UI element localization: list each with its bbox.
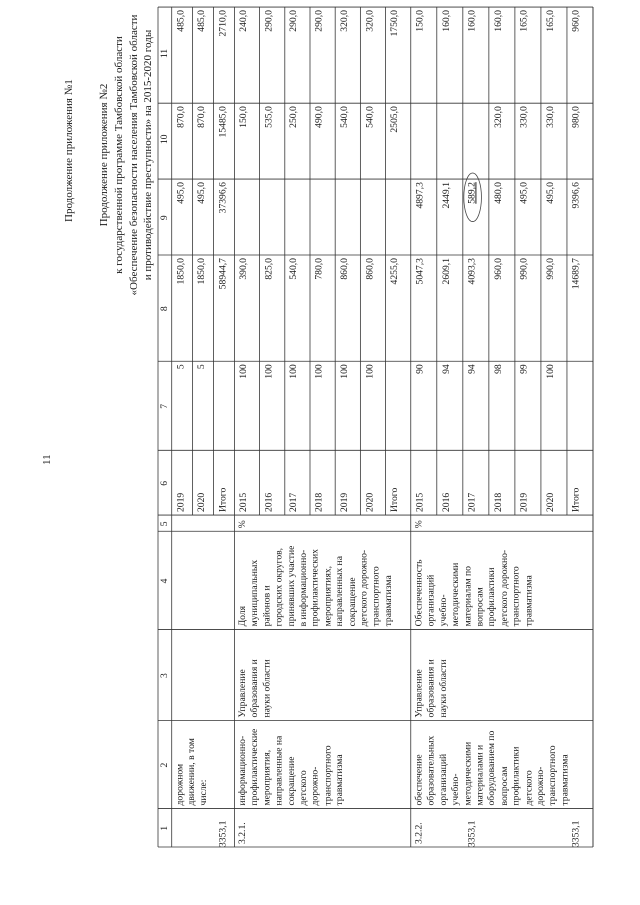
row-name-line: направленные на bbox=[274, 735, 285, 806]
row-name-line: обеспечение bbox=[414, 754, 425, 806]
total-funding: 2609,1 bbox=[441, 258, 452, 285]
regional-funding: 540,0 bbox=[365, 106, 376, 128]
local-funding: 290,0 bbox=[289, 10, 300, 32]
regional-funding: 980,0 bbox=[571, 106, 582, 128]
unit-label: % bbox=[238, 520, 249, 529]
total-funding: 4093,3 bbox=[467, 258, 478, 285]
row-name-line: организаций bbox=[438, 753, 449, 806]
indicator-line: сокращение bbox=[347, 577, 358, 627]
year-label: 2019 bbox=[519, 492, 530, 513]
year-label: 2020 bbox=[365, 492, 376, 513]
indicator-value: 100 bbox=[365, 364, 376, 379]
total-label: Итого bbox=[571, 487, 582, 513]
executor-line: науки области bbox=[262, 659, 273, 718]
indicator-line: детского дорожно- bbox=[499, 549, 510, 627]
federal-funding: 2449,1 bbox=[441, 182, 452, 209]
total-label: Итого bbox=[390, 487, 401, 513]
indicator-value: 98 bbox=[493, 364, 504, 374]
header-line: Продолжение приложения №2 bbox=[98, 83, 110, 227]
page-number: 11 bbox=[41, 454, 53, 465]
indicator-line: направленных на bbox=[335, 556, 346, 627]
column-number: 3 bbox=[159, 673, 170, 678]
indicator-value: 5 bbox=[197, 364, 208, 370]
regional-funding: 870,0 bbox=[176, 106, 187, 128]
indicator-line: вопросам bbox=[475, 587, 486, 627]
row-name-line: транспортного bbox=[323, 745, 334, 806]
row-name-line: транспортного bbox=[548, 745, 559, 806]
row-name-line: детского bbox=[524, 770, 534, 806]
federal-funding: 4897,3 bbox=[415, 182, 426, 209]
indicator-value: 94 bbox=[467, 364, 478, 374]
indicator-line: организаций bbox=[426, 574, 437, 627]
row-name-line: травматизма bbox=[560, 754, 571, 806]
row-name-line: дорожно- bbox=[311, 766, 322, 806]
local-funding: 320,0 bbox=[340, 10, 350, 32]
column-number: 5 bbox=[159, 521, 170, 527]
column-number: 1 bbox=[159, 826, 170, 831]
total-funding: 390,0 bbox=[239, 258, 250, 280]
year-label: 2018 bbox=[314, 492, 325, 513]
column-number: 7 bbox=[159, 403, 170, 409]
indicator-line: транспортного bbox=[511, 566, 522, 627]
column-number: 9 bbox=[159, 215, 170, 221]
local-funding: 165,0 bbox=[545, 10, 556, 32]
total-funding: 990,0 bbox=[545, 258, 556, 280]
regional-funding: 320,0 bbox=[493, 106, 504, 128]
year-label: 2016 bbox=[441, 492, 452, 513]
total-funding: 4255,0 bbox=[390, 258, 401, 285]
total-funding: 860,0 bbox=[340, 258, 350, 280]
executor-line: Управление bbox=[414, 669, 425, 718]
row-name-line: материалами и bbox=[475, 744, 486, 806]
federal-funding: 495,0 bbox=[197, 182, 208, 204]
row-name-line: сокращение bbox=[286, 756, 297, 806]
local-funding: 1750,0 bbox=[390, 10, 401, 37]
row-number: 3.2.1. bbox=[238, 822, 249, 844]
regional-funding: 490,0 bbox=[314, 106, 325, 128]
indicator-line: профилактических bbox=[311, 549, 322, 627]
indicator-line: в информационно- bbox=[299, 549, 309, 627]
indicator-value: 90 bbox=[415, 364, 426, 374]
indicator-line: Обеспеченность bbox=[414, 559, 425, 627]
row-name-line: движении, в том bbox=[187, 738, 198, 806]
indicator-value: 94 bbox=[441, 364, 452, 374]
indicator-value: 100 bbox=[264, 364, 275, 379]
row-name-line: профилактики bbox=[511, 746, 522, 806]
extra-funding: 3353,1 bbox=[218, 820, 229, 847]
local-funding: 150,0 bbox=[415, 10, 426, 32]
local-funding: 485,0 bbox=[176, 10, 187, 32]
indicator-line: детского дорожно- bbox=[359, 549, 370, 627]
row-name-line: дорожном bbox=[175, 763, 186, 806]
year-label: 2017 bbox=[289, 492, 300, 513]
local-funding: 960,0 bbox=[571, 10, 582, 32]
total-funding: 780,0 bbox=[314, 258, 325, 280]
regional-funding: 15485,0 bbox=[218, 106, 229, 138]
regional-funding: 2505,0 bbox=[390, 106, 401, 133]
local-funding: 160,0 bbox=[467, 10, 478, 32]
column-number: 11 bbox=[159, 48, 170, 59]
indicator-value: 99 bbox=[519, 364, 530, 374]
row-name-line: методическими bbox=[463, 741, 474, 806]
executor-line: науки области bbox=[438, 659, 449, 718]
local-funding: 240,0 bbox=[239, 10, 250, 32]
total-funding: 1850,0 bbox=[176, 258, 187, 285]
program-table bbox=[158, 7, 593, 847]
federal-funding: 495,0 bbox=[176, 182, 187, 204]
federal-funding: 37396,6 bbox=[218, 182, 229, 214]
document-header bbox=[97, 10, 156, 300]
local-funding: 485,0 bbox=[197, 10, 208, 32]
total-funding: 960,0 bbox=[493, 258, 504, 280]
indicator-line: учебно- bbox=[438, 594, 449, 627]
regional-funding: 150,0 bbox=[239, 106, 250, 128]
indicator-line: травматизма bbox=[524, 575, 534, 627]
indicator-line: районов и bbox=[262, 585, 273, 627]
row-name-line: детского bbox=[299, 770, 309, 806]
local-funding: 165,0 bbox=[519, 10, 530, 32]
indicator-value: 100 bbox=[289, 364, 300, 379]
indicator-value: 100 bbox=[340, 364, 350, 379]
column-number: 2 bbox=[159, 762, 170, 768]
indicator-line: городских округов, bbox=[274, 547, 285, 627]
local-funding: 160,0 bbox=[441, 10, 452, 32]
local-funding: 290,0 bbox=[314, 10, 325, 32]
year-label: 2020 bbox=[545, 492, 556, 513]
regional-funding: 540,0 bbox=[340, 106, 350, 128]
row-number: 3.2.2. bbox=[414, 822, 425, 844]
federal-funding: 480,0 bbox=[493, 182, 504, 204]
year-label: 2019 bbox=[340, 492, 350, 513]
regional-funding: 870,0 bbox=[197, 106, 208, 128]
local-funding: 160,0 bbox=[493, 10, 504, 32]
local-funding: 2710,0 bbox=[218, 10, 229, 37]
indicator-line: муниципальных bbox=[250, 559, 261, 627]
row-name-line: дорожно- bbox=[536, 766, 546, 806]
column-number: 10 bbox=[159, 134, 170, 145]
federal-funding: 589,2 bbox=[467, 182, 478, 204]
regional-funding: 330,0 bbox=[545, 106, 556, 128]
header-line: «Обеспечение безопасности населения Тамбовской области bbox=[127, 14, 140, 296]
year-label: 2018 bbox=[493, 492, 504, 513]
year-label: 2020 bbox=[197, 492, 208, 513]
total-funding: 58944,7 bbox=[218, 258, 229, 290]
column-number: 6 bbox=[159, 480, 170, 486]
indicator-line: транспортного bbox=[371, 566, 382, 627]
row-name-line: образовательных bbox=[426, 735, 437, 806]
total-funding: 14689,7 bbox=[571, 258, 582, 290]
column-number: 4 bbox=[159, 578, 170, 584]
total-funding: 5047,3 bbox=[415, 258, 426, 285]
indicator-line: Доля bbox=[238, 605, 249, 627]
indicator-value: 100 bbox=[239, 364, 250, 379]
indicator-line: принявших участие bbox=[286, 545, 297, 627]
column-number: 8 bbox=[159, 306, 170, 312]
regional-funding: 535,0 bbox=[264, 106, 275, 128]
total-funding: 540,0 bbox=[289, 258, 300, 280]
appendix-continuation: Продолжение приложения №1 bbox=[63, 79, 75, 222]
federal-funding: 495,0 bbox=[545, 182, 556, 204]
executor-line: образования и bbox=[426, 659, 437, 718]
federal-funding: 9396,6 bbox=[571, 182, 582, 209]
indicator-line: мероприятиях, bbox=[323, 565, 334, 627]
year-label: 2019 bbox=[176, 492, 187, 513]
indicator-line: травматизма bbox=[384, 575, 394, 627]
header-line: и противодействие преступности» на 2015-2020 годы bbox=[142, 29, 155, 281]
row-name-line: вопросам bbox=[499, 766, 510, 806]
total-label: Итого bbox=[218, 487, 229, 513]
year-label: 2015 bbox=[239, 492, 250, 513]
year-label: 2016 bbox=[264, 492, 275, 513]
year-label: 2017 bbox=[467, 492, 478, 513]
indicator-line: методическими bbox=[451, 562, 461, 627]
indicator-value: 5 bbox=[176, 364, 187, 370]
row-name-line: травматизма bbox=[335, 754, 346, 806]
row-name-line: профилактические bbox=[250, 728, 261, 806]
total-funding: 825,0 bbox=[264, 258, 275, 280]
regional-funding: 250,0 bbox=[289, 106, 300, 128]
executor-line: Управление bbox=[238, 669, 249, 718]
indicator-value: 100 bbox=[314, 364, 325, 379]
extra-funding: 3353,1 bbox=[571, 820, 582, 847]
total-funding: 1850,0 bbox=[197, 258, 208, 285]
local-funding: 320,0 bbox=[365, 10, 376, 32]
executor-line: образования и bbox=[250, 659, 261, 718]
row-name-line: учебно- bbox=[451, 773, 461, 806]
extra-funding: 3353,1 bbox=[467, 820, 478, 847]
unit-label: % bbox=[414, 520, 425, 529]
federal-funding: 495,0 bbox=[519, 182, 530, 204]
regional-funding: 330,0 bbox=[519, 106, 530, 128]
row-name-line: числе: bbox=[199, 779, 209, 806]
row-name-line: мероприятия, bbox=[262, 749, 273, 806]
header-line: к государственной программе Тамбовской области bbox=[112, 36, 125, 274]
indicator-line: материалам по bbox=[463, 566, 474, 627]
row-name-line: информационно- bbox=[238, 735, 249, 806]
indicator-value: 100 bbox=[545, 364, 556, 379]
indicator-line: профилактики bbox=[487, 567, 498, 627]
total-funding: 860,0 bbox=[365, 258, 376, 280]
year-label: 2015 bbox=[415, 492, 426, 513]
row-name-line: оборудованием по bbox=[487, 730, 498, 806]
total-funding: 990,0 bbox=[519, 258, 530, 280]
local-funding: 290,0 bbox=[264, 10, 275, 32]
